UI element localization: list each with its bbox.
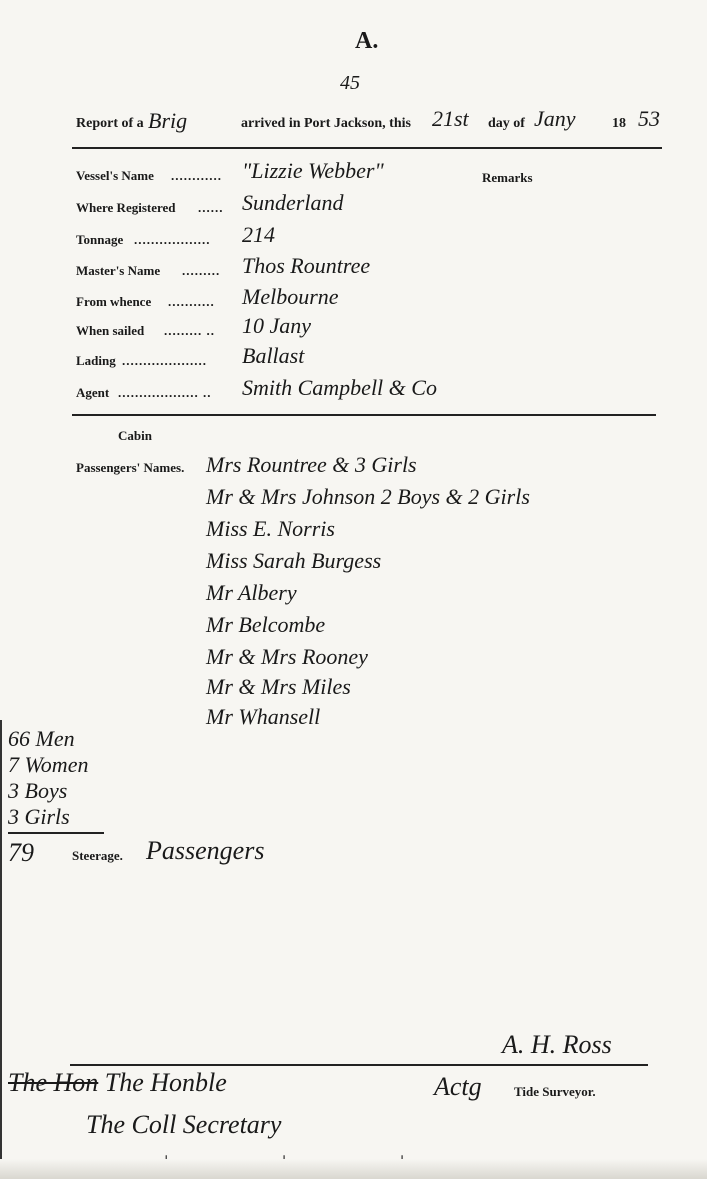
passengers-label: Passengers' Names. — [76, 460, 185, 475]
list-item: Mr & Mrs Johnson 2 Boys & 2 Girls — [206, 484, 530, 509]
field-label: Vessel's Name — [76, 168, 154, 183]
page-bottom-edge — [0, 1159, 707, 1179]
tally-item: 3 Boys — [8, 778, 68, 803]
addressee-text: The Honble — [104, 1068, 227, 1097]
folio-number: 45 — [340, 72, 360, 94]
leader-dots: ............ — [171, 168, 222, 183]
arrived-label: arrived in Port Jackson, this — [241, 116, 411, 131]
leader-dots: .................. — [134, 232, 211, 247]
list-item: Miss E. Norris — [206, 516, 335, 541]
steerage-label: Steerage. — [72, 848, 123, 863]
addressee-line-1 — [8, 1068, 227, 1098]
field-label: Lading — [76, 353, 116, 368]
acting-initial: Actg — [434, 1072, 482, 1101]
struck-text: The Hon — [8, 1068, 99, 1097]
field-label: Tonnage — [76, 232, 124, 247]
surveyor-signature: A. H. Ross — [502, 1030, 612, 1059]
field-label: When sailed — [76, 323, 145, 338]
field-when-sailed — [76, 315, 666, 345]
field-label: Master's Name — [76, 263, 161, 278]
leader-dots: ......... .. — [164, 323, 215, 338]
field-value: 214 — [242, 222, 275, 247]
tally-total: 79 — [8, 838, 34, 867]
report-label: Report of a — [76, 116, 144, 131]
list-item: Mr Whansell — [206, 704, 321, 729]
field-lading — [76, 345, 666, 375]
leader-dots: ...... — [198, 200, 224, 215]
remarks-label: Remarks — [482, 170, 533, 185]
field-value: Sunderland — [242, 190, 344, 215]
field-value: Ballast — [242, 343, 305, 368]
arrival-year: 53 — [638, 106, 660, 131]
report-header — [76, 106, 676, 140]
steerage-value: Passengers — [146, 836, 265, 865]
field-label: From whence — [76, 294, 152, 309]
vessel-type: Brig — [148, 108, 188, 133]
tide-surveyor-label: Tide Surveyor. — [514, 1084, 596, 1099]
field-masters-name — [76, 255, 666, 285]
field-value: Melbourne — [242, 284, 339, 309]
field-value: Thos Rountree — [242, 253, 371, 278]
arrival-day: 21st — [432, 106, 469, 131]
leader-dots: .................... — [122, 353, 207, 368]
tally-item: 3 Girls — [8, 804, 70, 829]
field-label: Where Registered — [76, 200, 176, 215]
page-edge — [0, 720, 2, 1179]
tally-item: 7 Women — [8, 752, 89, 777]
fields-rule — [72, 414, 656, 416]
field-label: Agent — [76, 385, 110, 400]
form-letter: A. — [355, 28, 379, 54]
year-prefix: 18 — [612, 116, 626, 131]
field-value: "Lizzie Webber" — [242, 158, 384, 183]
tally-rule — [8, 832, 104, 834]
arrival-month: Jany — [534, 106, 576, 131]
field-vessel-name — [76, 160, 666, 190]
list-item: Mr & Mrs Rooney — [206, 644, 368, 669]
cabin-label: Cabin — [118, 428, 152, 443]
field-where-registered — [76, 192, 666, 222]
leader-dots: ................... .. — [118, 385, 212, 400]
field-from-whence — [76, 286, 666, 316]
list-item: Miss Sarah Burgess — [206, 548, 382, 573]
list-item: Mr Albery — [206, 580, 297, 605]
list-item: Mr & Mrs Miles — [206, 674, 351, 699]
addressee-line-2: The Coll Secretary — [86, 1110, 282, 1139]
field-tonnage — [76, 224, 666, 254]
leader-dots: ......... — [182, 263, 221, 278]
field-value: Smith Campbell & Co — [242, 375, 437, 400]
signature-rule — [70, 1064, 648, 1066]
field-agent — [76, 377, 666, 407]
list-item: Mrs Rountree & 3 Girls — [206, 452, 417, 477]
tally-item: 66 Men — [8, 726, 75, 751]
day-of-label: day of — [488, 116, 525, 131]
header-rule — [72, 147, 662, 149]
list-item: Mr Belcombe — [206, 612, 326, 637]
leader-dots: ........... — [168, 294, 215, 309]
field-value: 10 Jany — [242, 313, 312, 338]
